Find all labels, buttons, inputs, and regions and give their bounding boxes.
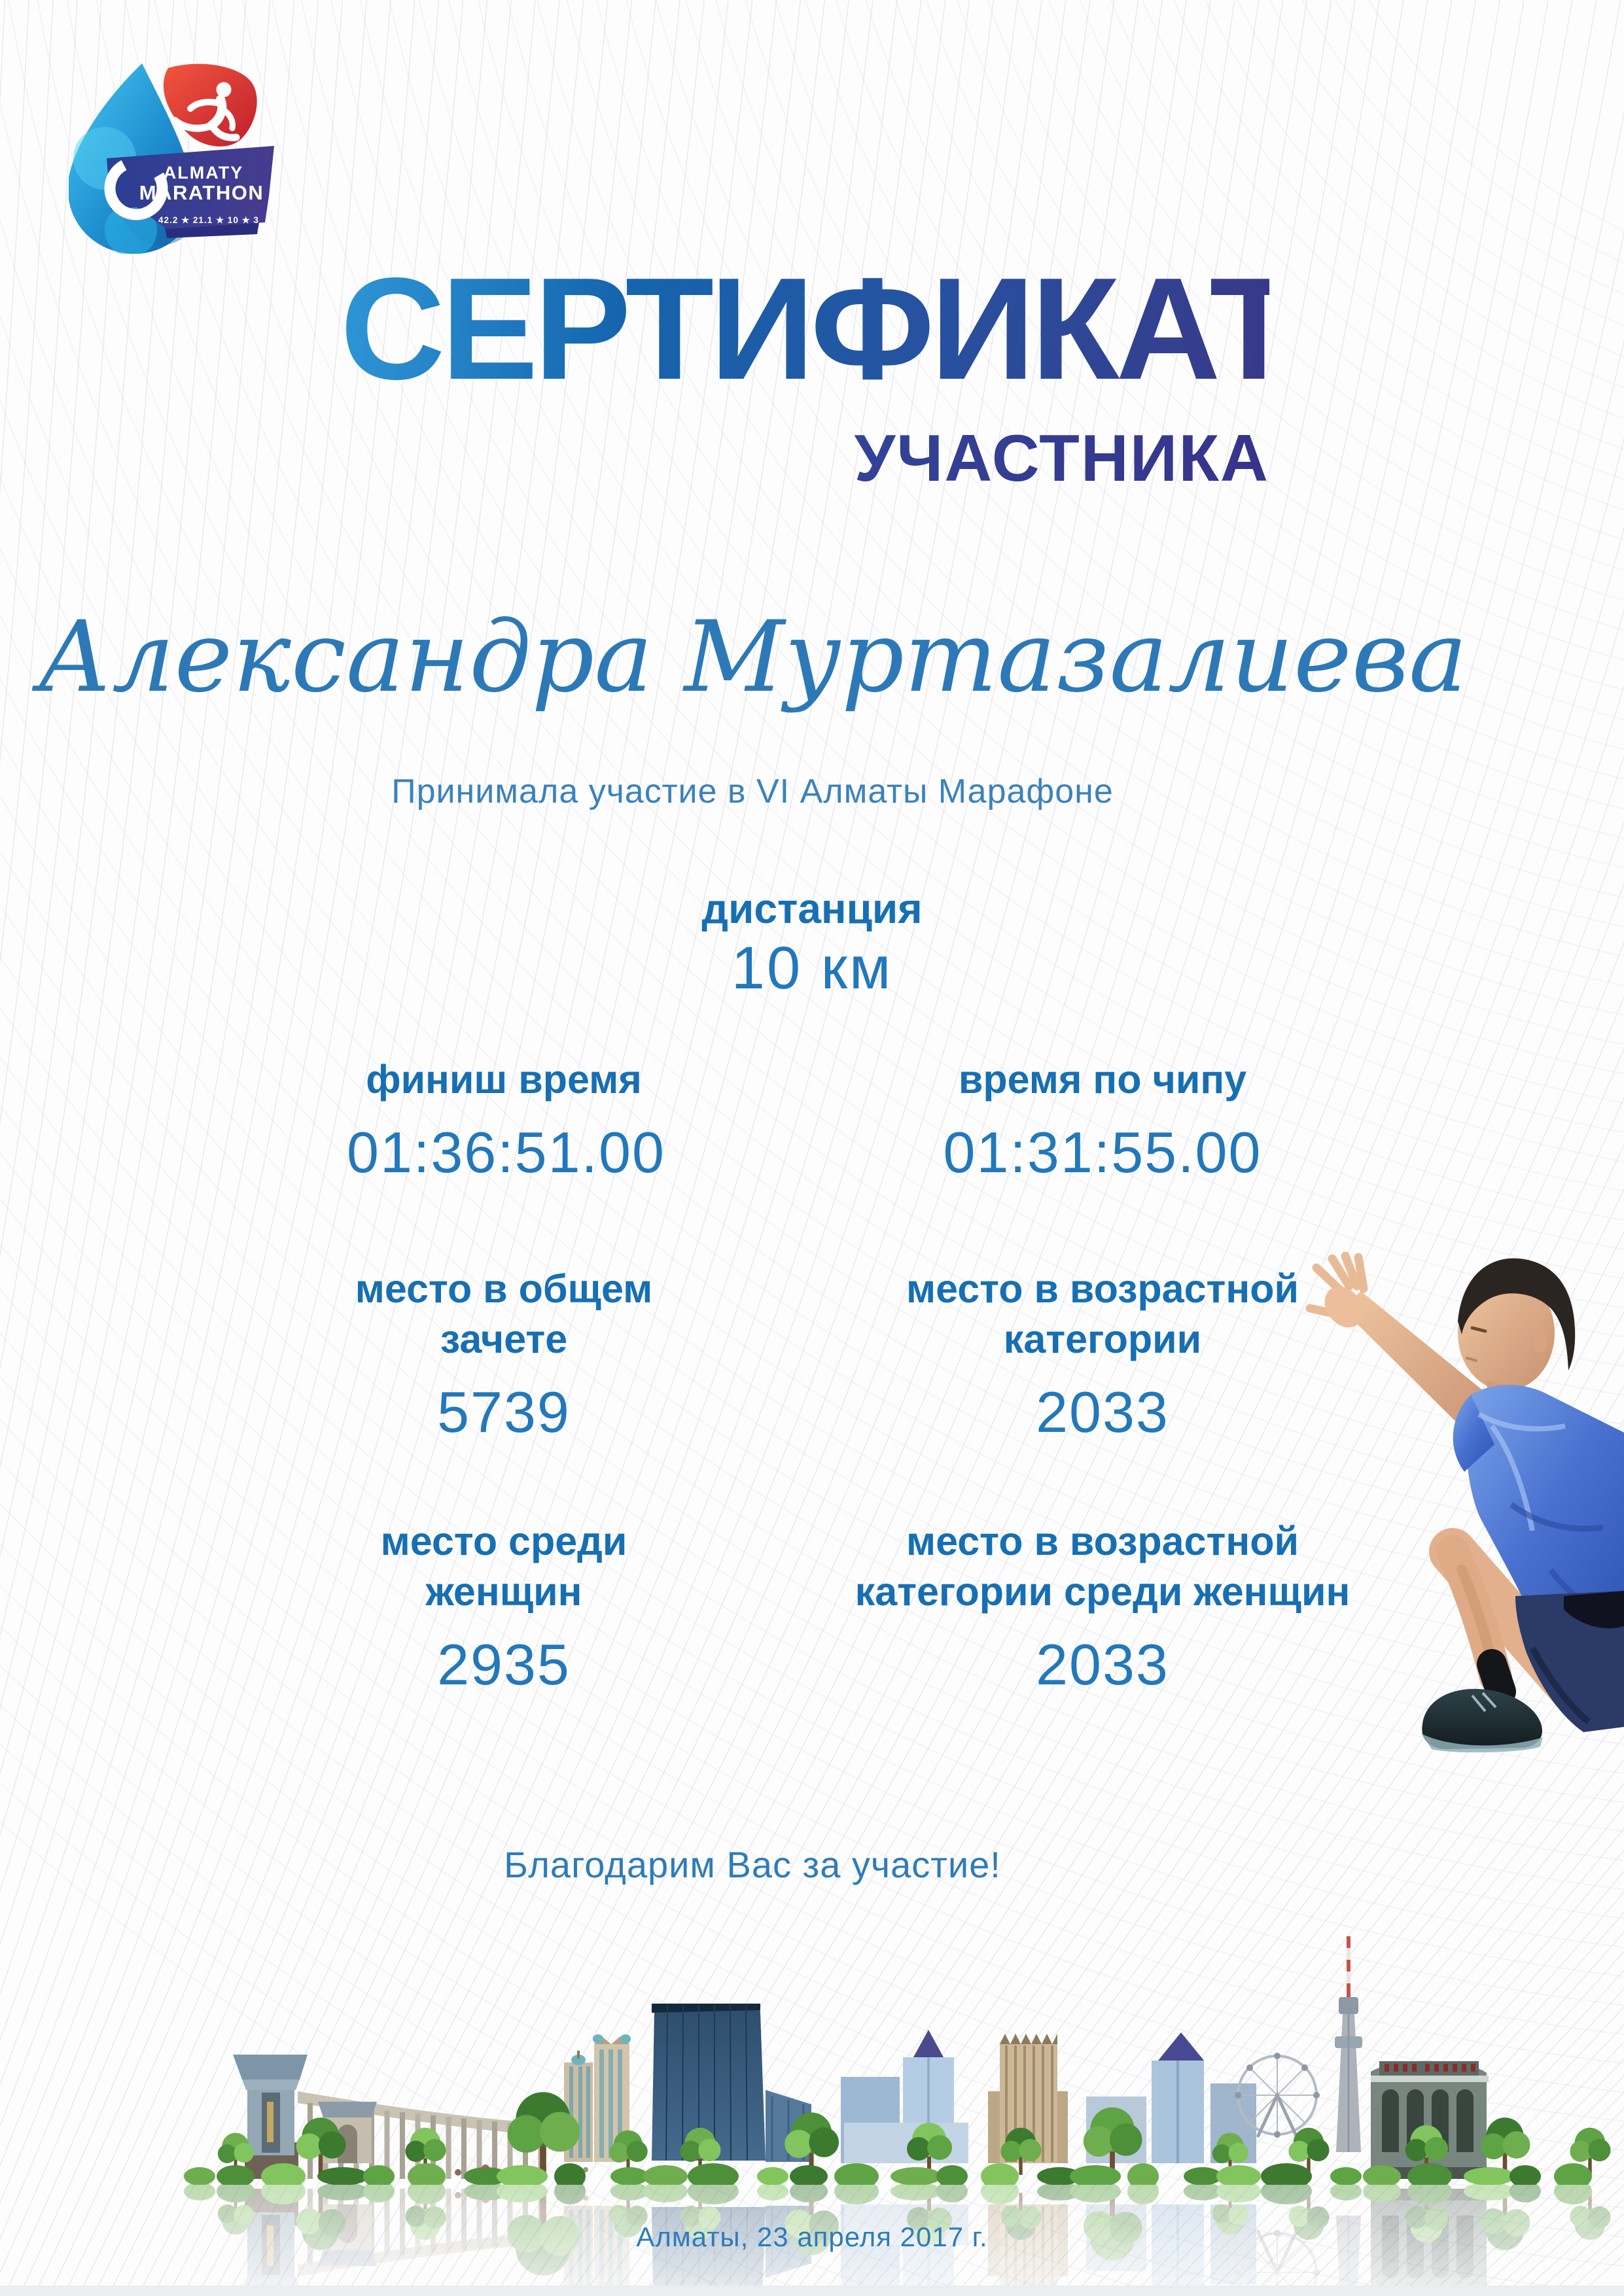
participation-text: Принимала участие в VI Алматы Марафоне [391,773,1114,810]
runner-athlete-illustration [1276,1230,1624,1818]
stat-label: место в возрастной категории среди женщин [855,1519,1350,1614]
runner-badge-icon [164,64,257,147]
kok-tobe-tv-tower [1335,1936,1362,2152]
distance-value: 10 км [731,935,893,1001]
stat-label: финиш время [366,1057,642,1102]
stat-value: 5739 [437,1379,571,1444]
almaty-marathon-logo [69,60,286,254]
stat-label: место в общем зачете [355,1266,653,1361]
stat-label: место среди женщин [380,1519,627,1614]
stat-value: 2935 [437,1631,571,1697]
stat-overall-place [347,1264,661,1446]
logo-name-line1: ALMATY [163,163,244,183]
thanks-text: Благодарим Вас за участие! [504,1844,1001,1885]
runner-head [1458,1259,1575,1391]
distance-label: дистанция [701,885,923,932]
runner-shoe [1421,1689,1543,1752]
footer-date: Алматы, 23 апреля 2017 г. [636,2221,988,2252]
certificate-subtitle: УЧАСТНИКА [340,421,1269,496]
stat-value: 2033 [1036,1379,1169,1444]
almaty-skyline [0,1926,1624,2185]
stat-women-place [347,1516,661,1698]
logo-name-line2: MARATHON [139,181,264,204]
participant-name: Александра Муртазалиева [37,600,1468,714]
logo-distances: 42.2 ★ 21.1 ★ 10 ★ 3 [158,215,259,225]
stat-label: время по чипу [958,1057,1247,1102]
stat-chip-time [854,1054,1351,1186]
stat-value: 2033 [1036,1631,1169,1697]
stat-value: 01:36:51.00 [347,1119,665,1185]
stat-finish-time [347,1054,665,1186]
title-block [340,248,1295,496]
page-bottom-edge [0,2286,1624,2296]
shrubs [184,2163,1592,2185]
certificate-title: СЕРТИФИКАТ [340,248,1295,410]
stat-label: место в возрастной категории [906,1266,1299,1361]
central-stadium [1371,2061,1489,2179]
stat-value: 01:31:55.00 [943,1119,1262,1185]
